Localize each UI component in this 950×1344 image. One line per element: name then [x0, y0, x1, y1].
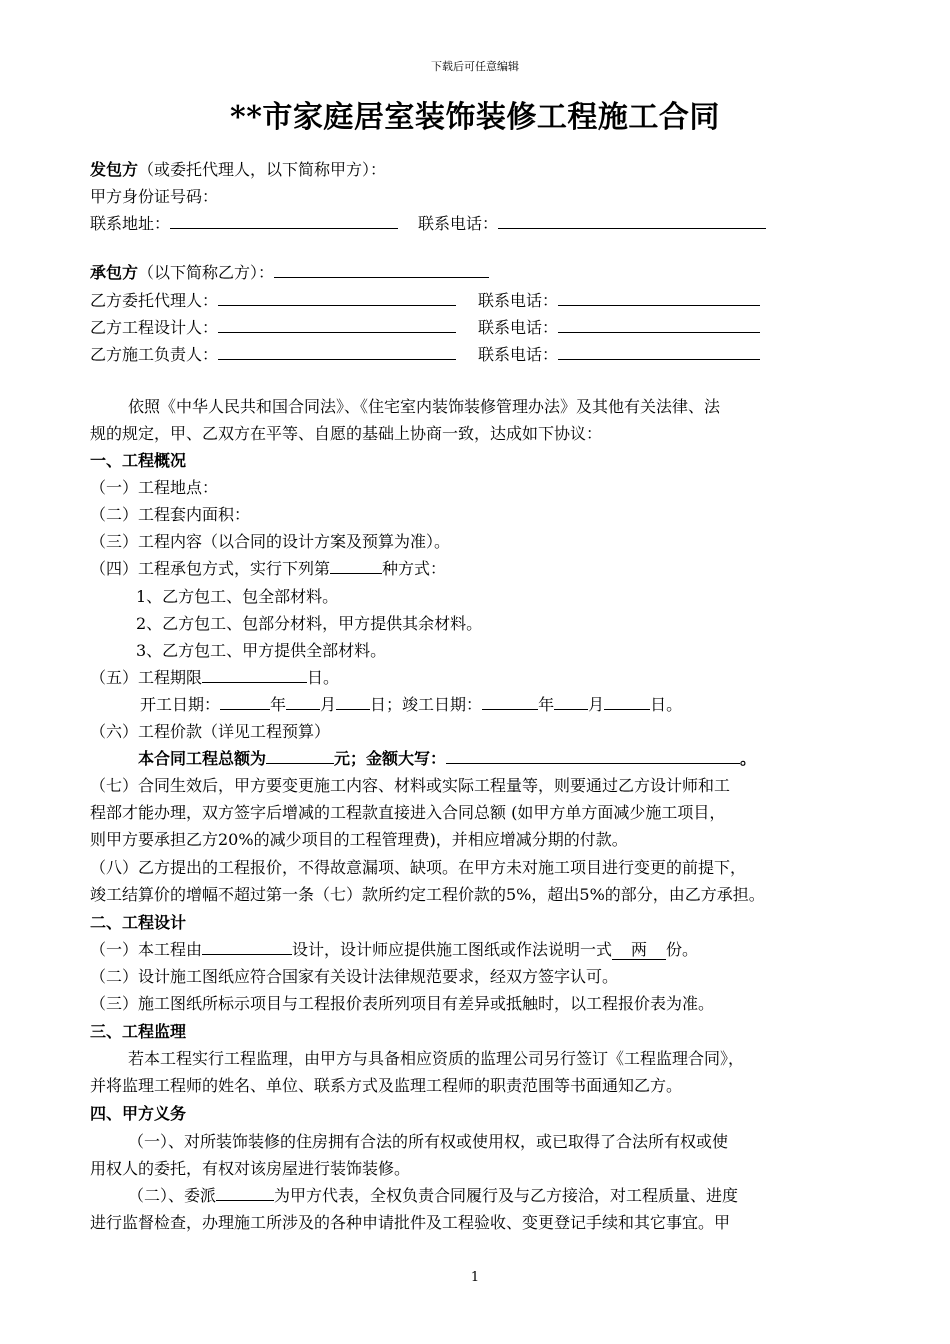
s1-item-8-line-1: （八）乙方提出的工程报价，不得故意漏项、缺项。在甲方未对施工项目进行变更的前提下，	[90, 858, 747, 877]
amount-words-blank[interactable]	[446, 748, 740, 764]
start-day-blank[interactable]	[336, 694, 370, 710]
party-a-address-line	[90, 213, 766, 235]
end-date-label: 日；竣工日期：	[370, 695, 483, 714]
total-amount-line	[138, 748, 756, 770]
party-b-agent-label: 乙方委托代理人：	[90, 291, 219, 310]
designer-blank[interactable]	[202, 939, 292, 955]
duration-blank[interactable]	[202, 667, 307, 683]
party-a-address-label: 联系地址：	[90, 214, 171, 233]
intro-line-1: 依照《中华人民共和国合同法》、《住宅室内装饰装修管理办法》及其他有关法律、法	[128, 397, 721, 416]
s1-item-4-suffix: 种方式：	[382, 559, 447, 578]
copies-value: 两	[612, 941, 666, 960]
party-b-agent-blank[interactable]	[218, 290, 456, 306]
party-b-designer-phone-label: 联系电话：	[478, 318, 559, 337]
end-year-blank[interactable]	[482, 694, 538, 710]
party-b-designer-label: 乙方工程设计人：	[90, 318, 219, 337]
party-a-label: 发包方	[90, 160, 139, 179]
s1-item-7-line-3: 则甲方要承担乙方20%的减少项目的工程管理费)，并相应增减分期的付款。	[90, 830, 628, 849]
s1-option-1: 1、乙方包工、包全部材料。	[136, 587, 339, 606]
section-2-heading: 二、工程设计	[90, 913, 187, 932]
s3-line-1: 若本工程实行工程监理，由甲方与具备相应资质的监理公司另行签订《工程监理合同》，	[128, 1049, 745, 1068]
party-b-agent-phone-blank[interactable]	[558, 290, 760, 306]
s1-item-5-prefix: （五）工程期限	[90, 668, 203, 687]
s1-item-5	[90, 667, 339, 689]
document-title: **市家庭居室装饰装修工程施工合同	[230, 100, 720, 135]
party-a-label-rest: （或委托代理人，以下简称甲方）：	[138, 160, 387, 179]
start-year-blank[interactable]	[220, 694, 270, 710]
end-day-blank[interactable]	[604, 694, 650, 710]
party-b-designer-blank[interactable]	[218, 317, 456, 333]
s1-item-2: （二）工程套内面积：	[90, 505, 251, 524]
end-month-blank[interactable]	[554, 694, 588, 710]
amount-words-label: 元；金额大写：	[334, 749, 447, 768]
s2-item-1-prefix: （一）本工程由	[90, 940, 203, 959]
s4-item-2-prefix: （二）、委派	[128, 1186, 217, 1205]
s1-item-1: （一）工程地点：	[90, 478, 219, 497]
schedule-dates-line	[140, 694, 682, 716]
s3-line-2: 并将监理工程师的姓名、单位、联系方式及监理工程师的职责范围等书面通知乙方。	[90, 1076, 683, 1095]
party-b-manager-line	[90, 344, 760, 366]
s2-item-1	[90, 939, 698, 961]
party-a-phone-label: 联系电话：	[418, 214, 499, 233]
s1-item-4-prefix: （四）工程承包方式，实行下列第	[90, 559, 331, 578]
total-amount-blank[interactable]	[266, 748, 334, 764]
start-date-label: 开工日期：	[140, 695, 221, 714]
party-a-address-blank[interactable]	[170, 213, 398, 229]
contract-mode-blank[interactable]	[330, 558, 382, 574]
total-amount-end: 。	[740, 749, 757, 768]
party-b-manager-phone-blank[interactable]	[558, 344, 760, 360]
representative-blank[interactable]	[216, 1185, 274, 1201]
s1-item-7-line-2: 程部才能办理，双方签字后增减的工程款直接进入合同总额 (如甲方单方面减少施工项目，	[90, 803, 726, 822]
s1-item-3: （三）工程内容（以合同的设计方案及预算为准）。	[90, 532, 451, 551]
section-3-heading: 三、工程监理	[90, 1022, 187, 1041]
section-1-heading: 一、工程概况	[90, 451, 187, 470]
section-4-heading: 四、甲方义务	[90, 1104, 187, 1123]
party-b-label-rest: （以下简称乙方）：	[138, 263, 275, 282]
total-amount-label: 本合同工程总额为	[138, 749, 267, 768]
s1-option-3: 3、乙方包工、甲方提供全部材料。	[136, 641, 387, 660]
party-b-agent-line	[90, 290, 760, 312]
end-year-label: 年	[538, 695, 555, 714]
start-month-blank[interactable]	[286, 694, 320, 710]
s2-item-3: （三）施工图纸所标示项目与工程报价表所列项目有差异或抵触时，以工程报价表为准。	[90, 994, 715, 1013]
s4-item-2-suffix: 为甲方代表，全权负责合同履行及与乙方接洽，对工程质量、进度	[274, 1186, 739, 1205]
s1-item-8-line-2: 竣工结算价的增幅不超过第一条（七）款所约定工程价款的5%，超出5%的部分，由乙方承担。	[90, 885, 765, 904]
s1-item-6: （六）工程价款（详见工程预算）	[90, 722, 331, 741]
party-a-id-label: 甲方身份证号码：	[90, 187, 219, 206]
s1-item-7-line-1: （七）合同生效后，甲方要变更施工内容、材料或实际工程量等，则要通过乙方设计师和工	[90, 776, 731, 795]
end-day-label: 日。	[650, 695, 683, 714]
s4-item-1-line-2: 用权人的委托，有权对该房屋进行装饰装修。	[90, 1159, 411, 1178]
party-b-name-blank[interactable]	[274, 262, 489, 278]
s1-item-4	[90, 558, 446, 580]
party-b-manager-blank[interactable]	[218, 344, 456, 360]
page-number: 1	[470, 1270, 480, 1285]
start-year-label: 年	[270, 695, 287, 714]
header-note: 下载后可任意编辑	[431, 60, 519, 73]
start-month-label: 月	[320, 695, 337, 714]
party-b-manager-label: 乙方施工负责人：	[90, 345, 219, 364]
party-b-manager-phone-label: 联系电话：	[478, 345, 559, 364]
s4-item-2-line-2: 进行监督检查，办理施工所涉及的各种申请批件及工程验收、变更登记手续和其它事宜。甲	[90, 1213, 731, 1232]
s4-item-1-line-1: （一）、对所装饰装修的住房拥有合法的所有权或使用权，或已取得了合法所有权或使	[128, 1132, 729, 1151]
s1-option-2: 2、乙方包工、包部分材料，甲方提供其余材料。	[136, 614, 483, 633]
party-b-line	[90, 262, 489, 284]
party-a-line	[90, 159, 386, 181]
party-b-designer-phone-blank[interactable]	[558, 317, 760, 333]
s2-item-1-suffix: 份。	[666, 940, 699, 959]
s4-item-2-line-1	[128, 1185, 738, 1207]
intro-line-2: 规的规定，甲、乙双方在平等、自愿的基础上协商一致，达成如下协议：	[90, 424, 603, 443]
s2-item-2: （二）设计施工图纸应符合国家有关设计法律规范要求，经双方签字认可。	[90, 967, 619, 986]
party-a-id-line	[90, 186, 218, 208]
end-month-label: 月	[588, 695, 605, 714]
s2-item-1-middle: 设计，设计师应提供施工图纸或作法说明一式	[292, 940, 613, 959]
s1-item-5-suffix: 日。	[307, 668, 340, 687]
party-b-label: 承包方	[90, 263, 139, 282]
party-a-phone-blank[interactable]	[498, 213, 766, 229]
party-b-agent-phone-label: 联系电话：	[478, 291, 559, 310]
party-b-designer-line	[90, 317, 760, 339]
